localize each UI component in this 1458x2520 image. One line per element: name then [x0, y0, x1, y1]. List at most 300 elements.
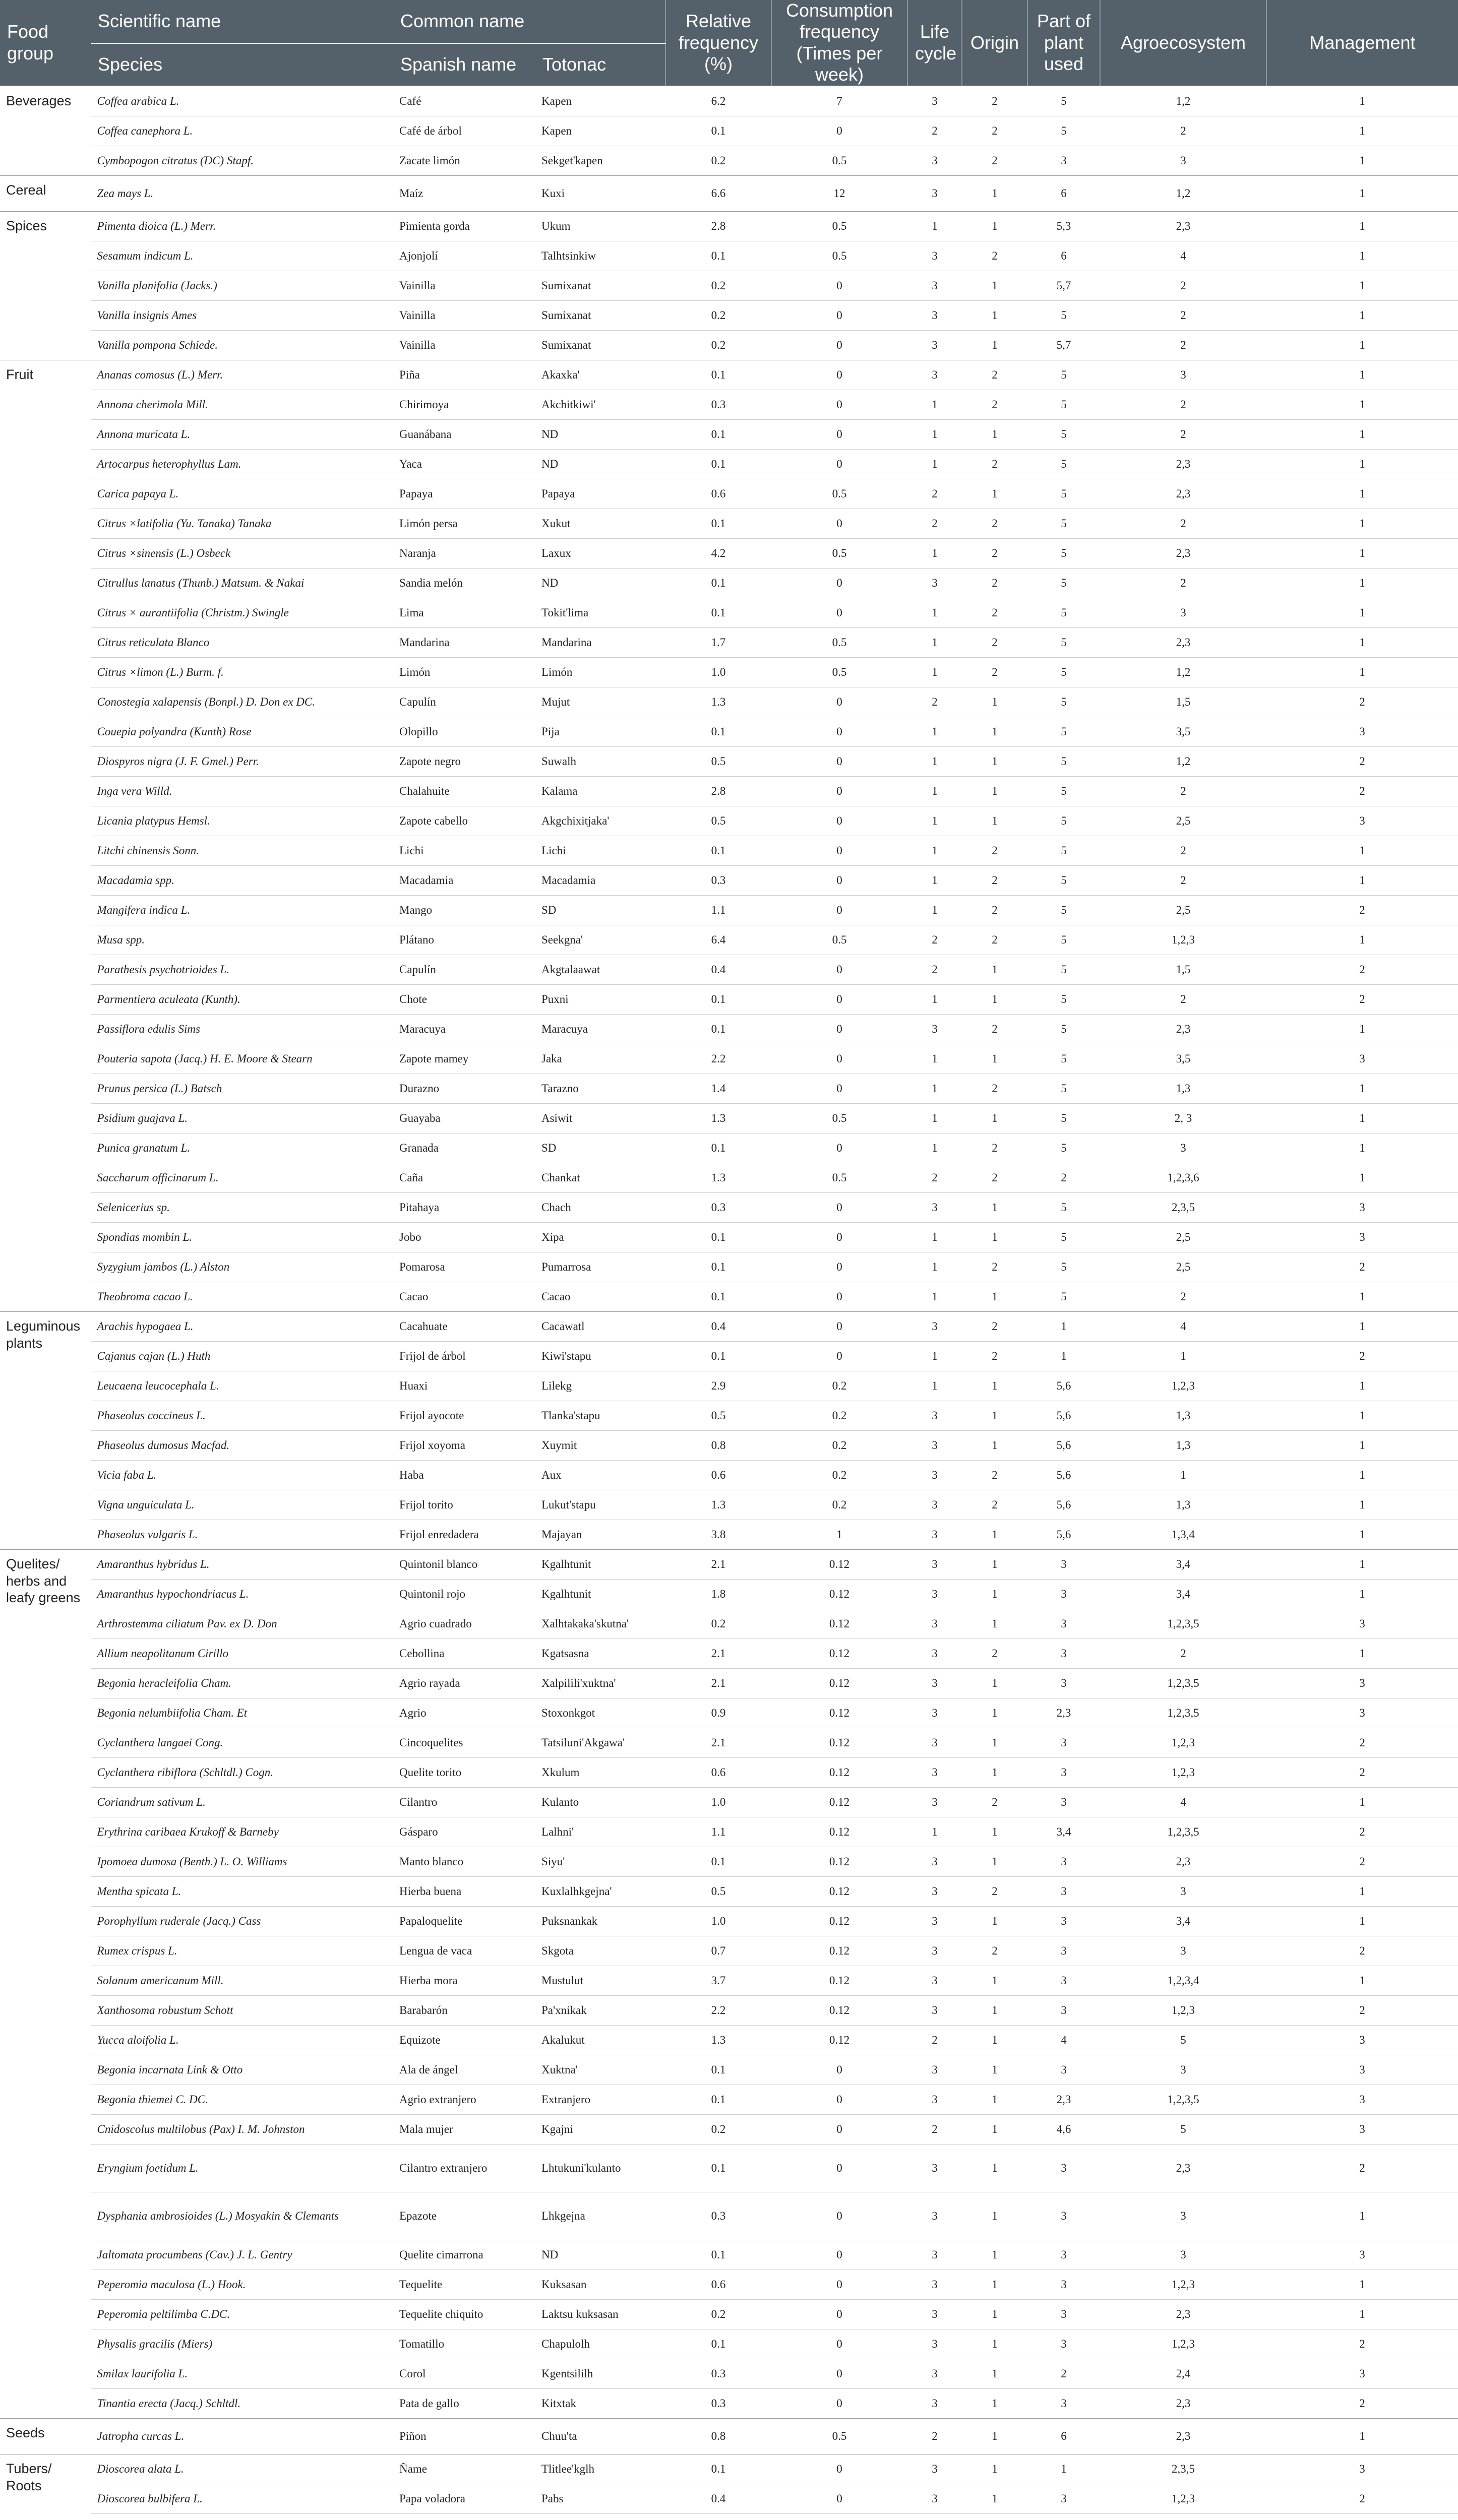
- food-group-cell: Beverages: [0, 86, 91, 176]
- species-cell: Artocarpus heterophyllus Lam.: [91, 449, 393, 479]
- agroecosystem-cell: 2,3,5: [1100, 2454, 1266, 2484]
- management-cell: 1: [1266, 1074, 1458, 1103]
- origin-cell: 2: [962, 925, 1027, 955]
- agroecosystem-cell: 1,2,3,5: [1100, 1698, 1266, 1728]
- consumption-frequency-cell: 0.12: [771, 1609, 907, 1639]
- part-used-cell: 5: [1027, 300, 1100, 330]
- life-cycle-cell: 1: [907, 1371, 962, 1401]
- relative-frequency-cell: 1.0: [665, 1906, 771, 1936]
- agroecosystem-cell: 3,5: [1100, 717, 1266, 746]
- management-cell: 1: [1266, 627, 1458, 657]
- totonac-cell: Pumarrosa: [535, 1252, 665, 1282]
- species-cell: Psidium guajava L.: [91, 1103, 393, 1133]
- consumption-frequency-cell: 0: [771, 2484, 907, 2513]
- spanish-name-cell: Vainilla: [393, 300, 535, 330]
- consumption-frequency-cell: 0.5: [771, 1163, 907, 1192]
- life-cycle-cell: 1: [907, 627, 962, 657]
- table-row: [0, 2025, 1458, 2055]
- life-cycle-cell: 3: [907, 1609, 962, 1639]
- origin-cell: 1: [962, 806, 1027, 836]
- part-used-cell: 3: [1027, 1728, 1100, 1757]
- part-used-cell: 5: [1027, 895, 1100, 925]
- life-cycle-cell: 2: [907, 509, 962, 538]
- consumption-frequency-cell: 0: [771, 2270, 907, 2299]
- food-group-cell: Tubers/ Roots: [0, 2454, 91, 2520]
- table-row: [0, 1876, 1458, 1906]
- life-cycle-cell: 3: [907, 1698, 962, 1728]
- spanish-name-cell: Lengua de vaca: [393, 1936, 535, 1966]
- life-cycle-cell: 1: [907, 717, 962, 746]
- origin-cell: 2: [962, 627, 1027, 657]
- part-used-cell: 6: [1027, 175, 1100, 211]
- origin-cell: 1: [962, 687, 1027, 717]
- totonac-cell: Siyu': [535, 1847, 665, 1876]
- origin-cell: 2: [962, 1639, 1027, 1668]
- management-cell: 1: [1266, 1460, 1458, 1490]
- consumption-frequency-cell: 0: [771, 2329, 907, 2359]
- agroecosystem-cell: 2,5: [1100, 806, 1266, 836]
- table-row: [0, 479, 1458, 509]
- totonac-cell: Sekget'kapen: [535, 146, 665, 175]
- consumption-frequency-cell: 0.5: [771, 1103, 907, 1133]
- table-row: [0, 419, 1458, 449]
- agroecosystem-cell: 1,2: [1100, 175, 1266, 211]
- species-cell: Prunus persica (L.) Batsch: [91, 1074, 393, 1103]
- part-used-cell: 2,3: [1027, 2085, 1100, 2114]
- management-cell: 2: [1266, 687, 1458, 717]
- part-used-cell: 3: [1027, 2144, 1100, 2192]
- species-cell: Parmentiera aculeata (Kunth).: [91, 984, 393, 1014]
- consumption-frequency-cell: 0: [771, 955, 907, 984]
- life-cycle-cell: 3: [907, 1520, 962, 1549]
- life-cycle-cell: 1: [907, 211, 962, 241]
- relative-frequency-cell: 2.1: [665, 1549, 771, 1579]
- part-used-cell: [1027, 2513, 1100, 2520]
- part-used-cell: 5: [1027, 1133, 1100, 1163]
- consumption-frequency-cell: 0: [771, 330, 907, 360]
- totonac-cell: Kuksasan: [535, 2270, 665, 2299]
- part-used-cell: 5: [1027, 1014, 1100, 1044]
- species-cell: Phaseolus dumosus Macfad.: [91, 1430, 393, 1460]
- consumption-frequency-cell: 0.5: [771, 925, 907, 955]
- totonac-cell: Kalama: [535, 776, 665, 806]
- part-used-cell: 3: [1027, 1847, 1100, 1876]
- species-cell: Carica papaya L.: [91, 479, 393, 509]
- spanish-name-cell: Pata de gallo: [393, 2388, 535, 2418]
- consumption-frequency-cell: 0.2: [771, 1460, 907, 1490]
- management-cell: 1: [1266, 1014, 1458, 1044]
- totonac-cell: Mustulut: [535, 1966, 665, 1995]
- spanish-name-cell: Guayaba: [393, 1103, 535, 1133]
- relative-frequency-cell: 4.2: [665, 538, 771, 568]
- species-cell: Couepia polyandra (Kunth) Rose: [91, 717, 393, 746]
- spanish-name-cell: Cebollina: [393, 1639, 535, 1668]
- part-used-cell: 4: [1027, 2025, 1100, 2055]
- origin-cell: 1: [962, 1728, 1027, 1757]
- origin-cell: 1: [962, 746, 1027, 776]
- relative-frequency-cell: 1.3: [665, 687, 771, 717]
- agroecosystem-cell: 1,3: [1100, 1490, 1266, 1520]
- totonac-cell: Kgalhtunit: [535, 1549, 665, 1579]
- life-cycle-cell: 1: [907, 1282, 962, 1311]
- species-cell: Zea mays L.: [91, 175, 393, 211]
- origin-cell: 2: [962, 116, 1027, 146]
- species-cell: Ananas comosus (L.) Merr.: [91, 360, 393, 390]
- species-cell: Amaranthus hybridus L.: [91, 1549, 393, 1579]
- consumption-frequency-cell: [771, 2513, 907, 2520]
- spanish-name-cell: Limón: [393, 657, 535, 687]
- agroecosystem-cell: 1,2,3,5: [1100, 1817, 1266, 1847]
- agroecosystem-cell: 2: [1100, 509, 1266, 538]
- totonac-cell: Pija: [535, 717, 665, 746]
- species-cell: Dioscorea alata L.: [91, 2454, 393, 2484]
- table-row: [0, 2329, 1458, 2359]
- table-row: [0, 1698, 1458, 1728]
- species-cell: Dysphania ambrosioides (L.) Mosyakin & Clemants: [91, 2192, 393, 2240]
- consumption-frequency-cell: 0.12: [771, 1549, 907, 1579]
- food-group-cell: Leguminous plants: [0, 1311, 91, 1549]
- spanish-name-cell: Piña: [393, 360, 535, 390]
- consumption-frequency-cell: 0.5: [771, 479, 907, 509]
- consumption-frequency-cell: 0: [771, 984, 907, 1014]
- part-used-cell: 3: [1027, 2270, 1100, 2299]
- totonac-cell: Suwalh: [535, 746, 665, 776]
- management-cell: 1: [1266, 568, 1458, 598]
- spanish-name-cell: Ala de ángel: [393, 2055, 535, 2085]
- totonac-cell: SD: [535, 895, 665, 925]
- life-cycle-cell: 3: [907, 1876, 962, 1906]
- life-cycle-cell: 3: [907, 1549, 962, 1579]
- table-row: [0, 746, 1458, 776]
- life-cycle-cell: 3: [907, 2299, 962, 2329]
- spanish-name-cell: Durazno: [393, 1074, 535, 1103]
- origin-cell: 1: [962, 1966, 1027, 1995]
- relative-frequency-cell: 2.2: [665, 1995, 771, 2025]
- spanish-name-cell: Mandarina: [393, 627, 535, 657]
- life-cycle-cell: 3: [907, 1490, 962, 1520]
- species-cell: Coffea canephora L.: [91, 116, 393, 146]
- life-cycle-cell: 3: [907, 360, 962, 390]
- management-cell: 1: [1266, 2270, 1458, 2299]
- life-cycle-cell: 3: [907, 175, 962, 211]
- relative-frequency-cell: 0.5: [665, 746, 771, 776]
- consumption-frequency-cell: 0: [771, 1252, 907, 1282]
- table-body: [0, 86, 1458, 2520]
- totonac-cell: Xuktna': [535, 2055, 665, 2085]
- management-cell: 1: [1266, 1371, 1458, 1401]
- consumption-frequency-cell: 0: [771, 598, 907, 627]
- species-cell: Erythrina caribaea Krukoff & Barneby: [91, 1817, 393, 1847]
- totonac-cell: Papaya: [535, 479, 665, 509]
- origin-cell: 1: [962, 479, 1027, 509]
- spanish-name-cell: Cilantro extranjero: [393, 2144, 535, 2192]
- life-cycle-cell: 1: [907, 419, 962, 449]
- spanish-name-cell: Frijol enredadera: [393, 1520, 535, 1549]
- agroecosystem-cell: 2: [1100, 1639, 1266, 1668]
- spanish-name-cell: Vainilla: [393, 330, 535, 360]
- totonac-cell: Xalhtakaka'skutna': [535, 1609, 665, 1639]
- agroecosystem-cell: 3: [1100, 2192, 1266, 2240]
- table-row: [0, 627, 1458, 657]
- part-used-cell: 3,4: [1027, 1817, 1100, 1847]
- totonac-cell: Akchitkiwi': [535, 390, 665, 419]
- table-row: [0, 2144, 1458, 2192]
- header-species: Species: [91, 43, 393, 86]
- management-cell: 1: [1266, 2418, 1458, 2454]
- life-cycle-cell: 2: [907, 1163, 962, 1192]
- spanish-name-cell: Naranja: [393, 538, 535, 568]
- part-used-cell: 3: [1027, 2299, 1100, 2329]
- header-origin: Origin: [962, 0, 1027, 86]
- origin-cell: 1: [962, 1549, 1027, 1579]
- relative-frequency-cell: 2.1: [665, 1728, 771, 1757]
- species-cell: Coriandrum sativum L.: [91, 1787, 393, 1817]
- origin-cell: 2: [962, 1133, 1027, 1163]
- species-cell: Phaseolus vulgaris L.: [91, 1520, 393, 1549]
- totonac-cell: Lhkgejna: [535, 2192, 665, 2240]
- management-cell: 1: [1266, 86, 1458, 116]
- management-cell: 1: [1266, 1401, 1458, 1430]
- life-cycle-cell: 1: [907, 1817, 962, 1847]
- consumption-frequency-cell: 0: [771, 2192, 907, 2240]
- origin-cell: 1: [962, 2359, 1027, 2388]
- table-row: [0, 390, 1458, 419]
- totonac-cell: Kgalhtunit: [535, 1579, 665, 1609]
- agroecosystem-cell: 1,5: [1100, 687, 1266, 717]
- totonac-cell: Kitxtak: [535, 2388, 665, 2418]
- agroecosystem-cell: 1,2,3: [1100, 1995, 1266, 2025]
- origin-cell: 1: [962, 1222, 1027, 1252]
- management-cell: 1: [1266, 1876, 1458, 1906]
- consumption-frequency-cell: 0: [771, 1014, 907, 1044]
- part-used-cell: 3: [1027, 2240, 1100, 2270]
- consumption-frequency-cell: 0.12: [771, 1966, 907, 1995]
- relative-frequency-cell: 0.7: [665, 1936, 771, 1966]
- consumption-frequency-cell: 0.2: [771, 1490, 907, 1520]
- origin-cell: 2: [962, 1074, 1027, 1103]
- header-consumption-frequency: Consumption frequency (Times per week): [771, 0, 907, 86]
- table-row: [0, 86, 1458, 116]
- origin-cell: 1: [962, 2484, 1027, 2513]
- table-row: [0, 538, 1458, 568]
- spanish-name-cell: Granada: [393, 1133, 535, 1163]
- table-row: [0, 836, 1458, 865]
- relative-frequency-cell: 0.1: [665, 116, 771, 146]
- consumption-frequency-cell: 0.2: [771, 1371, 907, 1401]
- totonac-cell: Seekgna': [535, 925, 665, 955]
- consumption-frequency-cell: 7: [771, 86, 907, 116]
- life-cycle-cell: 2: [907, 2025, 962, 2055]
- table-row: [0, 116, 1458, 146]
- relative-frequency-cell: 0.3: [665, 865, 771, 895]
- management-cell: 1: [1266, 538, 1458, 568]
- origin-cell: 1: [962, 1282, 1027, 1311]
- totonac-cell: Xkulum: [535, 1757, 665, 1787]
- origin-cell: 1: [962, 1847, 1027, 1876]
- table-row: [0, 1549, 1458, 1579]
- origin-cell: 1: [962, 2055, 1027, 2085]
- part-used-cell: 3: [1027, 1787, 1100, 1817]
- agroecosystem-cell: 2: [1100, 330, 1266, 360]
- species-cell: Begonia nelumbiifolia Cham. Et: [91, 1698, 393, 1728]
- part-used-cell: 3: [1027, 1757, 1100, 1787]
- spanish-name-cell: Yaca: [393, 449, 535, 479]
- agroecosystem-cell: 1,2,3: [1100, 2484, 1266, 2513]
- part-used-cell: 1: [1027, 2454, 1100, 2484]
- spanish-name-cell: Café: [393, 86, 535, 116]
- relative-frequency-cell: 0.8: [665, 2418, 771, 2454]
- table-row: [0, 1371, 1458, 1401]
- origin-cell: 1: [962, 1609, 1027, 1639]
- part-used-cell: 3: [1027, 1936, 1100, 1966]
- agroecosystem-cell: 1,3,4: [1100, 1520, 1266, 1549]
- consumption-frequency-cell: 0: [771, 806, 907, 836]
- management-cell: 3: [1266, 1222, 1458, 1252]
- management-cell: 1: [1266, 1282, 1458, 1311]
- origin-cell: 1: [962, 1044, 1027, 1074]
- totonac-cell: Akaxka': [535, 360, 665, 390]
- totonac-cell: Puksnankak: [535, 1906, 665, 1936]
- spanish-name-cell: Jobo: [393, 1222, 535, 1252]
- life-cycle-cell: 1: [907, 1044, 962, 1074]
- management-cell: 2: [1266, 1995, 1458, 2025]
- species-cell: Annona cherimola Mill.: [91, 390, 393, 419]
- management-cell: 1: [1266, 330, 1458, 360]
- agroecosystem-cell: 3,5: [1100, 1044, 1266, 1074]
- totonac-cell: Kgajni: [535, 2114, 665, 2144]
- life-cycle-cell: 1: [907, 657, 962, 687]
- spanish-name-cell: Chote: [393, 984, 535, 1014]
- totonac-cell: Tatsiluni'Akgawa': [535, 1728, 665, 1757]
- consumption-frequency-cell: 0.2: [771, 1401, 907, 1430]
- life-cycle-cell: 3: [907, 2144, 962, 2192]
- management-cell: 1: [1266, 836, 1458, 865]
- agroecosystem-cell: 2,5: [1100, 1252, 1266, 1282]
- life-cycle-cell: 2: [907, 925, 962, 955]
- part-used-cell: 5: [1027, 836, 1100, 865]
- relative-frequency-cell: 0.6: [665, 2270, 771, 2299]
- spanish-name-cell: Plátano: [393, 925, 535, 955]
- part-used-cell: 2: [1027, 1163, 1100, 1192]
- spanish-name-cell: Lichi: [393, 836, 535, 865]
- species-cell: Rumex crispus L.: [91, 1936, 393, 1966]
- species-cell: Cymbopogon citratus (DC) Stapf.: [91, 146, 393, 175]
- relative-frequency-cell: 0.3: [665, 2192, 771, 2240]
- origin-cell: 1: [962, 419, 1027, 449]
- header-relative-frequency: Relative frequency (%): [665, 0, 771, 86]
- relative-frequency-cell: 0.9: [665, 1698, 771, 1728]
- origin-cell: 1: [962, 1401, 1027, 1430]
- table-row: [0, 1163, 1458, 1192]
- agroecosystem-cell: 2: [1100, 419, 1266, 449]
- origin-cell: 1: [962, 271, 1027, 300]
- table-row: [0, 865, 1458, 895]
- consumption-frequency-cell: 0.5: [771, 241, 907, 271]
- spanish-name-cell: Huaxi: [393, 1371, 535, 1401]
- agroecosystem-cell: 2: [1100, 568, 1266, 598]
- management-cell: 1: [1266, 360, 1458, 390]
- agroecosystem-cell: 3,4: [1100, 1906, 1266, 1936]
- table-row: [0, 1490, 1458, 1520]
- life-cycle-cell: 3: [907, 1668, 962, 1698]
- agroecosystem-cell: 1,2,3: [1100, 1728, 1266, 1757]
- consumption-frequency-cell: 0: [771, 1133, 907, 1163]
- consumption-frequency-cell: 0: [771, 1222, 907, 1252]
- consumption-frequency-cell: 0.12: [771, 1847, 907, 1876]
- table-row: [0, 1936, 1458, 1966]
- part-used-cell: 5: [1027, 1282, 1100, 1311]
- life-cycle-cell: 3: [907, 2388, 962, 2418]
- totonac-cell: Xuymit: [535, 1430, 665, 1460]
- part-used-cell: 5: [1027, 955, 1100, 984]
- species-cell: Syzygium jambos (L.) Alston: [91, 1252, 393, 1282]
- life-cycle-cell: 3: [907, 1192, 962, 1222]
- table-row: [0, 1520, 1458, 1549]
- totonac-cell: Laktsu kuksasan: [535, 2299, 665, 2329]
- management-cell: 1: [1266, 175, 1458, 211]
- management-cell: 1: [1266, 865, 1458, 895]
- species-cell: Dioscorea bulbifera L.: [91, 2484, 393, 2513]
- spanish-name-cell: Chalahuite: [393, 776, 535, 806]
- management-cell: 2: [1266, 955, 1458, 984]
- relative-frequency-cell: 0.1: [665, 419, 771, 449]
- life-cycle-cell: 1: [907, 1103, 962, 1133]
- agroecosystem-cell: 4: [1100, 1311, 1266, 1341]
- origin-cell: 1: [962, 984, 1027, 1014]
- totonac-cell: Kapen: [535, 86, 665, 116]
- spanish-name-cell: Macadamia: [393, 865, 535, 895]
- consumption-frequency-cell: 0: [771, 776, 907, 806]
- table-row: [0, 1995, 1458, 2025]
- agroecosystem-cell: 2,3: [1100, 2299, 1266, 2329]
- species-cell: Vanilla planifolia (Jacks.): [91, 271, 393, 300]
- spanish-name-cell: Olopillo: [393, 717, 535, 746]
- table-row: [0, 2114, 1458, 2144]
- relative-frequency-cell: 1.3: [665, 1103, 771, 1133]
- spanish-name-cell: Epazote: [393, 2192, 535, 2240]
- management-cell: 1: [1266, 509, 1458, 538]
- spanish-name-cell: Hierba buena: [393, 1876, 535, 1906]
- relative-frequency-cell: 0.1: [665, 1252, 771, 1282]
- species-cell: Citrus ×limon (L.) Burm. f.: [91, 657, 393, 687]
- relative-frequency-cell: 0.3: [665, 2359, 771, 2388]
- part-used-cell: 6: [1027, 2418, 1100, 2454]
- agroecosystem-cell: 2,3: [1100, 2144, 1266, 2192]
- management-cell: 1: [1266, 241, 1458, 271]
- species-cell: Leucaena leucocephala L.: [91, 1371, 393, 1401]
- consumption-frequency-cell: 0.5: [771, 627, 907, 657]
- relative-frequency-cell: 0.8: [665, 1430, 771, 1460]
- totonac-cell: Extranjero: [535, 2085, 665, 2114]
- table-row: [0, 1192, 1458, 1222]
- totonac-cell: Akalukut: [535, 2025, 665, 2055]
- part-used-cell: 5: [1027, 776, 1100, 806]
- spanish-name-cell: Barabarón: [393, 1995, 535, 2025]
- life-cycle-cell: 3: [907, 330, 962, 360]
- part-used-cell: 5: [1027, 419, 1100, 449]
- relative-frequency-cell: 0.6: [665, 1460, 771, 1490]
- agroecosystem-cell: 3: [1100, 146, 1266, 175]
- origin-cell: 1: [962, 1817, 1027, 1847]
- management-cell: 3: [1266, 1044, 1458, 1074]
- agroecosystem-cell: [1100, 2513, 1266, 2520]
- species-cell: Peperomia peltilimba C.DC.: [91, 2299, 393, 2329]
- agroecosystem-cell: 2,3: [1100, 1014, 1266, 1044]
- relative-frequency-cell: 2.1: [665, 1639, 771, 1668]
- relative-frequency-cell: 1.1: [665, 895, 771, 925]
- life-cycle-cell: 3: [907, 2085, 962, 2114]
- table-row: [0, 955, 1458, 984]
